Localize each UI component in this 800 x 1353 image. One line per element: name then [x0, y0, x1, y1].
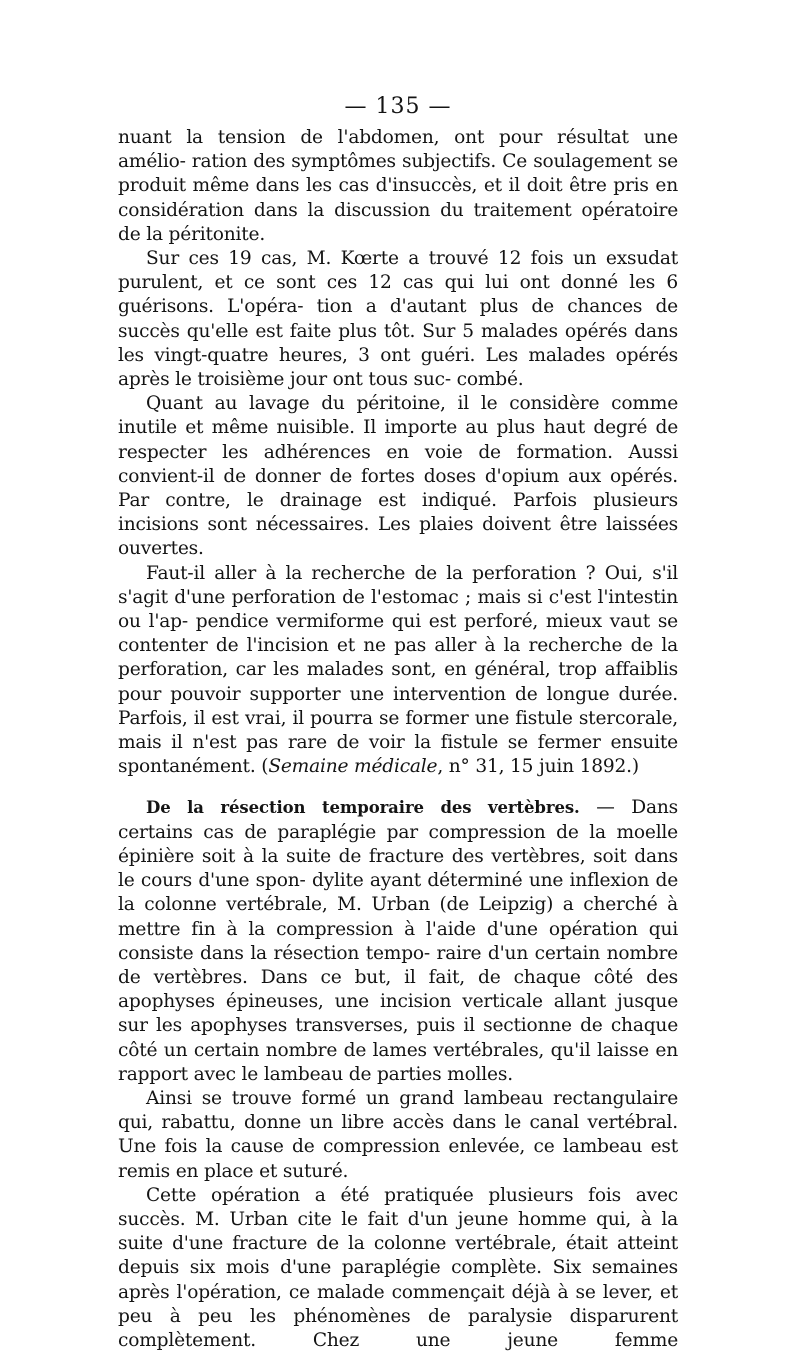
section-gap — [118, 779, 678, 796]
paragraph-abdomen-tension — [118, 126, 678, 247]
paragraph-vertebral-resection — [118, 796, 678, 1086]
paragraph-rectangular-flap — [118, 1087, 678, 1184]
paragraph-koerte-cases — [118, 247, 678, 392]
paragraph-perforation — [118, 562, 678, 780]
paragraph-text: Cette opération a été pratiquée plusieurs fois avec succès. M. Urban cite le fait d'un jeune homme qui, à la suite d'une fracture de la colonne vertébrale, était atteint depuis six mois d'une paraplégie complète. Six semaines après l'opération, ce malade commençait déjà à se lever, et peu à peu les phénomènes de paralysie disparurent complètement. Chez une jeune femme — [118, 1184, 678, 1351]
paragraph-text: Sur ces 19 cas, M. Kœrte a trouvé 12 fois un exsudat purulent, et ce sont ces 12 cas qui lui ont donné les 6 guérisons. L'opéra- tion a d'autant plus de chances de succès qu'elle est faite plus tôt. Sur 5 malades opérés dans les vingt-quatre heures, 3 ont guéri. Les malades opérés après le troisième jour ont tous suc- combé. — [118, 248, 678, 391]
book-page — [118, 94, 678, 1353]
citation-details: , n° 31, 15 juin 1892.) — [437, 756, 639, 778]
page-number: — 135 — — [344, 94, 452, 119]
section-heading: De la résection temporaire des vertèbres. — [146, 798, 580, 818]
paragraph-text: — Dans certains cas de paraplégie par compression de la moelle épinière soit à la suite de fracture des vertèbres, soit dans le cours d'une spon- dylite ayant déterminé une inflexion de la colonne vertébrale, M. Urban (de Leipzig) a cherché à mettre fin à la compression à l'aide d'une opération qui consiste dans la résection tempo- raire d'un certain nombre de vertèbres. Dans ce but, il fait, de chaque côté des apophyses épineuses, une incision verticale allant jusque sur les apophyses transverses, puis il sectionne de chaque côté un certain nombre de lames vertébrales, qu'il laisse en rapport avec le lambeau de parties molles. — [118, 797, 678, 1085]
citation-open: ( — [261, 756, 269, 778]
paragraph-text: nuant la tension de l'abdomen, ont pour résultat une amélio- ration des symptômes subjectifs. Ce soulagement se produit même dans les cas d'insuccès, et il doit être pris en considération dans la discussion du traitement opératoire de la péritonite. — [118, 127, 678, 245]
paragraph-text: Quant au lavage du péritoine, il le considère comme inutile et même nuisible. Il importe au plus haut degré de respecter les adhérences en voie de formation. Aussi convient-il de donner de fortes doses d'opium aux opérés. Par contre, le drainage est indiqué. Parfois plusieurs incisions sont nécessaires. Les plaies doivent être laissées ouvertes. — [118, 393, 678, 560]
paragraph-text: Ainsi se trouve formé un grand lambeau rectangulaire qui, rabattu, donne un libre accès dans le canal vertébral. Une fois la cause de compression enlevée, ce lambeau est remis en place et suturé. — [118, 1087, 678, 1182]
paragraph-peritoneum-lavage — [118, 392, 678, 561]
paragraph-text: Faut-il aller à la recherche de la perforation ? Oui, s'il s'agit d'une perforation de l'estomac ; mais si c'est l'intestin ou l'ap- pendice vermiforme qui est perforé, mieux vaut se contenter de l'incision et ne pas aller à la recherche de la perforation, car les malades sont, en général, trop affaiblis pour pouvoir supporter une intervention de longue durée. Parfois, il est vrai, il pourra se former une fistule stercorale, mais il n'est pas rare de voir la fistule se fermer ensuite spontanément. — [118, 562, 678, 778]
citation-source: Semaine médicale — [268, 756, 438, 778]
paragraph-operation-success — [118, 1184, 678, 1353]
